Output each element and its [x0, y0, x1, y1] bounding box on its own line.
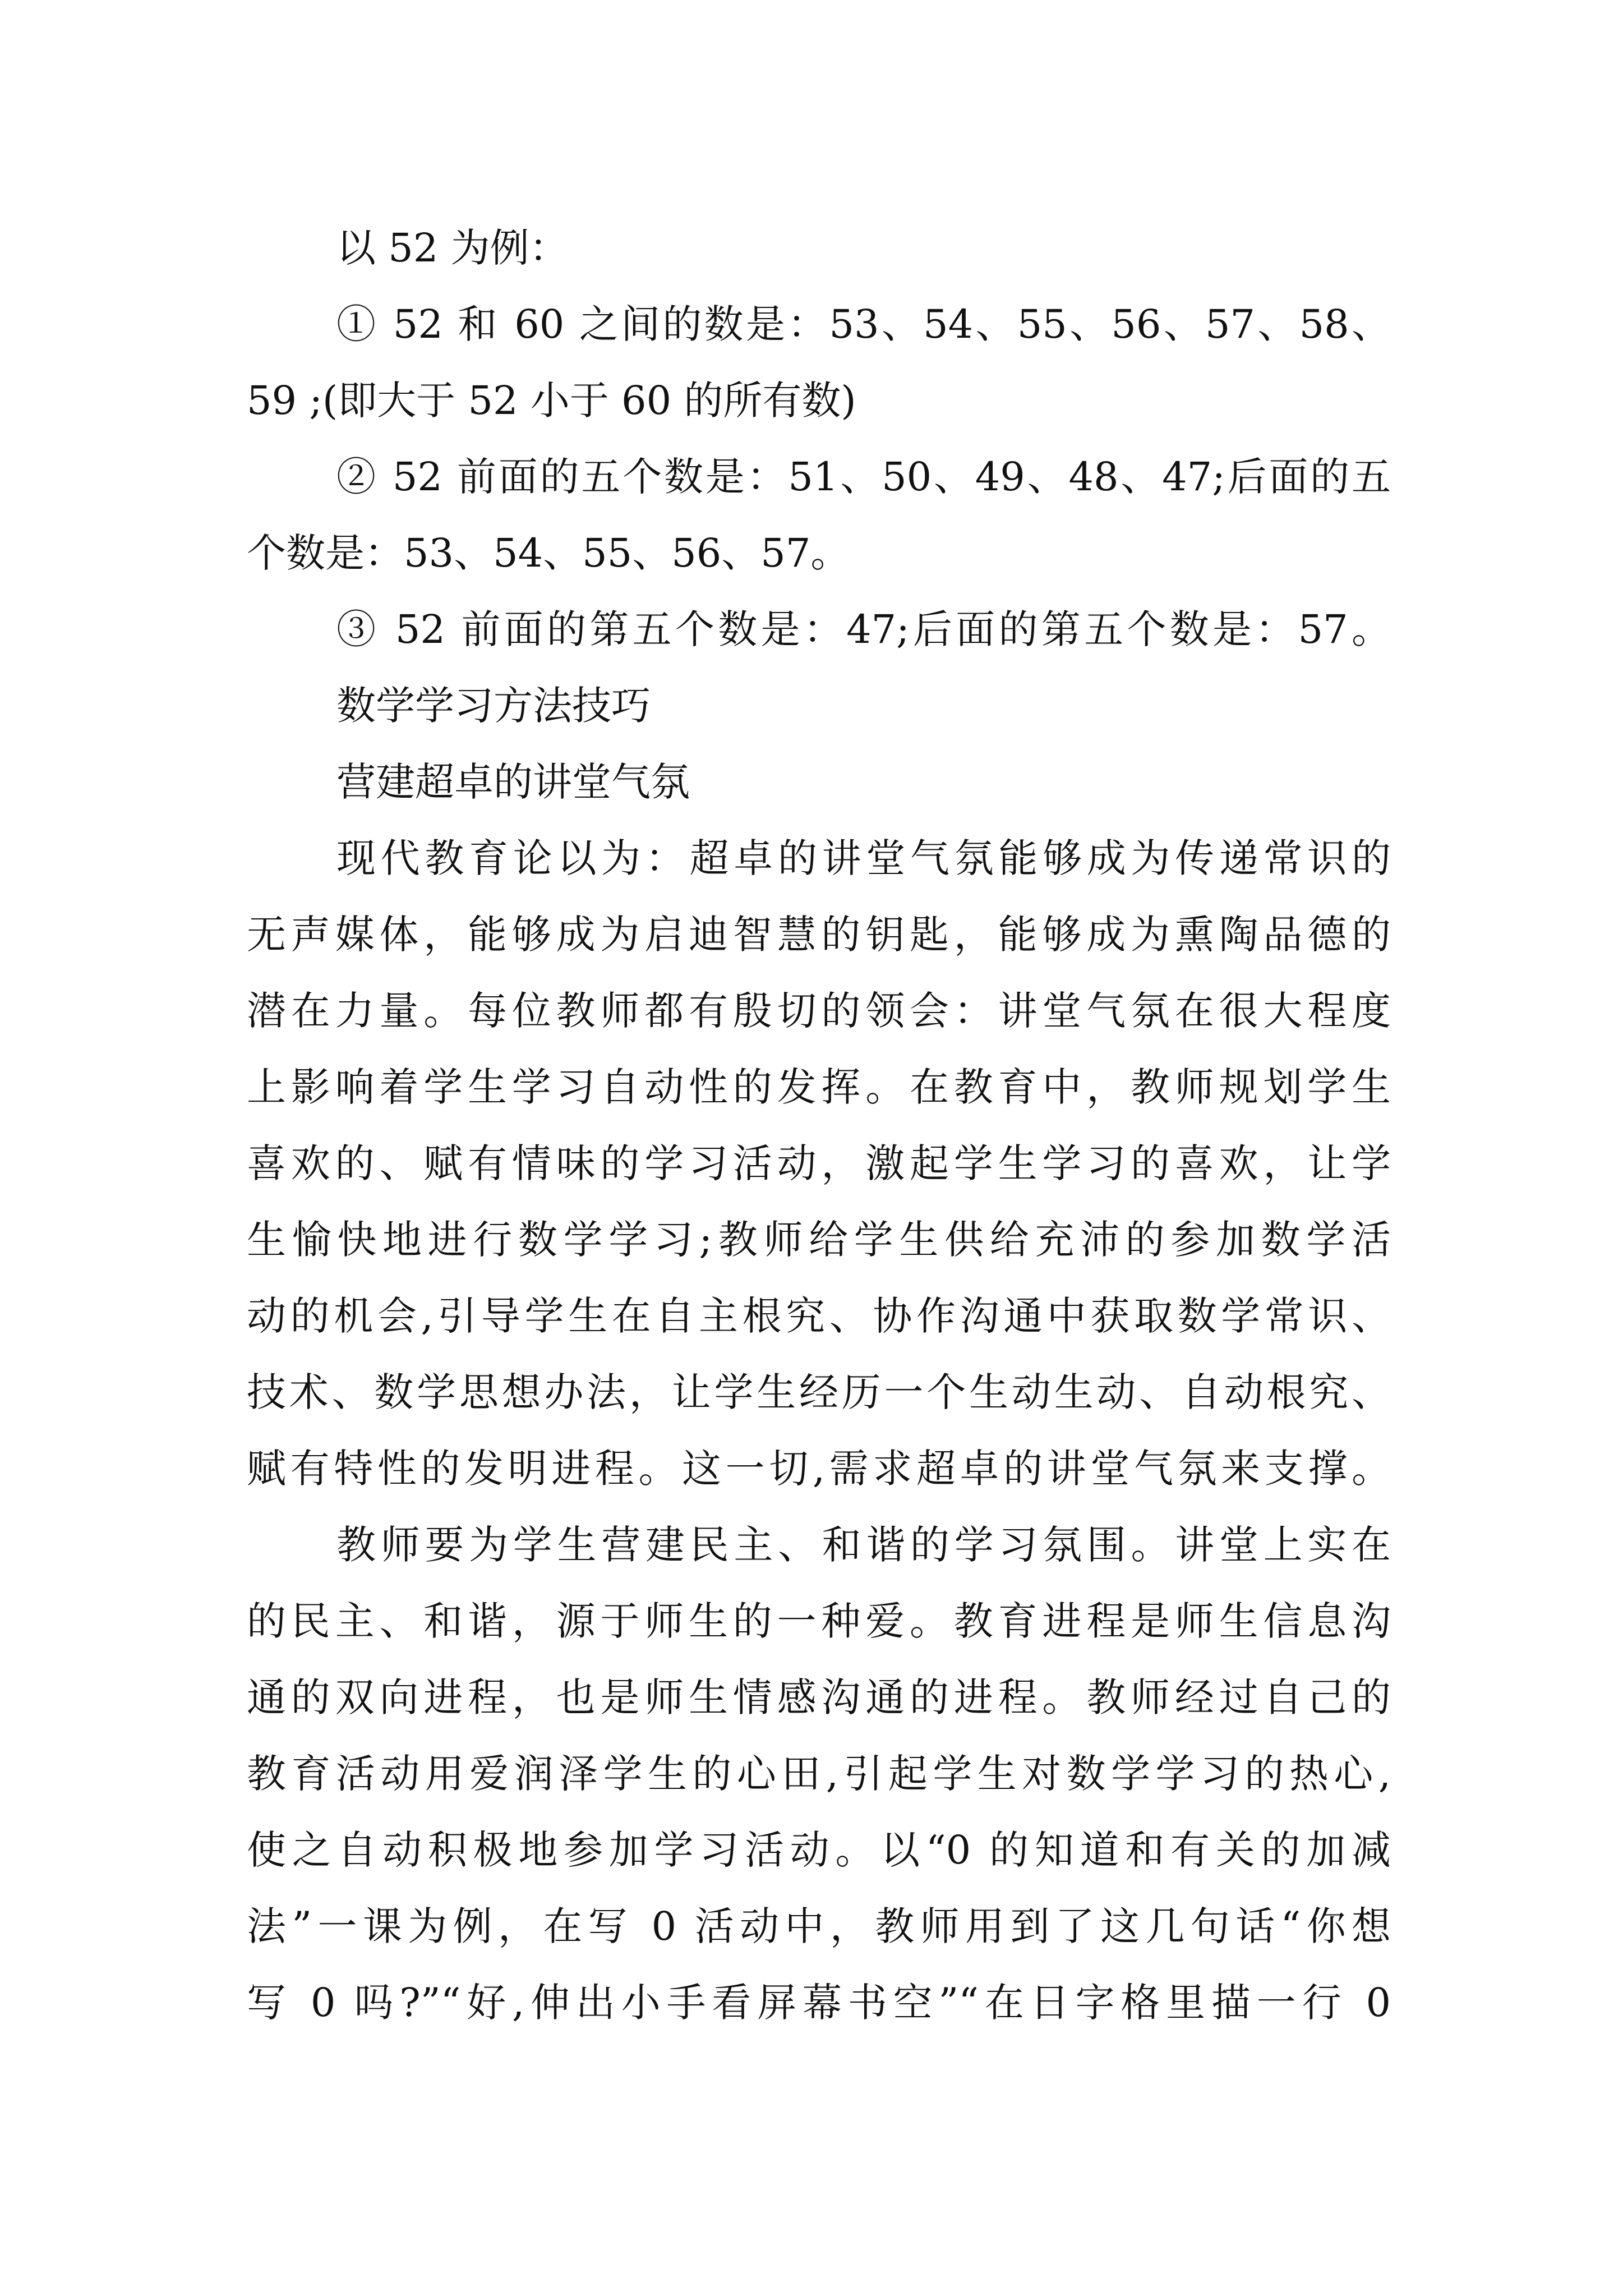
text-line: 的民主、和谐，源于师生的一种爱。教育进程是师生信息沟: [247, 1598, 1391, 1644]
text-line: 无声媒体，能够成为启迪智慧的钥匙，能够成为熏陶品德的: [247, 912, 1391, 958]
text-line: 喜欢的、赋有情味的学习活动，激起学生学习的喜欢，让学: [247, 1140, 1391, 1186]
text-line: 生愉快地进行数学学习;教师给学生供给充沛的参加数学活: [247, 1217, 1391, 1263]
text-line: 个数是：53、54、55、56、57。: [247, 530, 850, 576]
text-line: 法”一课为例，在写 0 活动中，教师用到了这几句话“你想: [247, 1903, 1391, 1949]
text-line: 技术、数学思想办法，让学生经历一个生动生动、自动根究、: [247, 1369, 1391, 1415]
section-heading: 数学学习方法技巧: [336, 683, 651, 729]
text-line: 教师要为学生营建民主、和谐的学习氛围。讲堂上实在: [336, 1522, 1391, 1568]
text-line: ③ 52 前面的第五个数是：47;后面的第五个数是：57。: [336, 606, 1391, 652]
text-line: 以 52 为例：: [336, 225, 569, 271]
text-line: 动的机会,引导学生在自主根究、协作沟通中获取数学常识、: [247, 1293, 1391, 1339]
text-line: 通的双向进程，也是师生情感沟通的进程。教师经过自己的: [247, 1674, 1391, 1720]
text-line: 教育活动用爱润泽学生的心田,引起学生对数学学习的热心,: [247, 1751, 1391, 1797]
text-line: 潜在力量。每位教师都有殷切的领会：讲堂气氛在很大程度: [247, 988, 1391, 1034]
text-line: 现代教育论以为：超卓的讲堂气氛能够成为传递常识的: [336, 835, 1391, 881]
text-line: ① 52 和 60 之间的数是：53、54、55、56、57、58、: [336, 301, 1391, 347]
text-line: 上影响着学生学习自动性的发挥。在教育中，教师规划学生: [247, 1064, 1391, 1110]
section-heading: 营建超卓的讲堂气氛: [336, 759, 690, 805]
text-line: 赋有特性的发明进程。这一切,需求超卓的讲堂气氛来支撑。: [247, 1446, 1391, 1492]
text-line: 使之自动积极地参加学习活动。以“0 的知道和有关的加减: [247, 1827, 1391, 1873]
text-line: ② 52 前面的五个数是：51、50、49、48、47;后面的五: [336, 454, 1391, 500]
text-line: 写 0 吗?”“好,伸出小手看屏幕书空”“在日字格里描一行 0: [247, 1980, 1391, 2026]
text-line: 59 ;(即大于 52 小于 60 的所有数): [247, 378, 856, 424]
